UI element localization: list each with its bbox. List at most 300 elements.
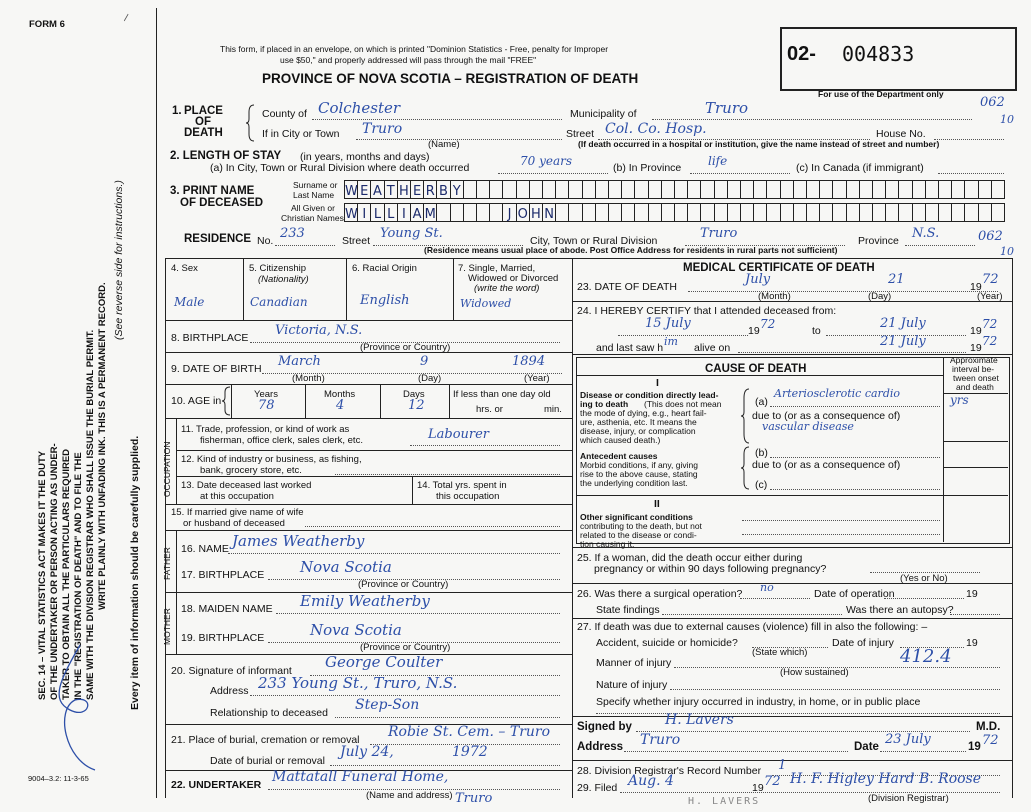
surname-cell-box[interactable] [964,180,978,199]
s2-label: 2. LENGTH OF STAY [170,150,282,162]
given-name-cell-box[interactable] [793,203,807,222]
age-months[interactable]: 4 [336,398,345,413]
s28-label: 28. Division Registrar's Record Number [577,765,762,777]
surname-cell-box[interactable] [529,180,543,199]
given-name-cell-box[interactable] [661,203,675,222]
attended-from-year-prefix: 19 [748,325,760,337]
department-code-1: 062 [980,95,1005,110]
surname-cell-box[interactable] [714,180,728,199]
residence-province-label: Province [858,235,899,247]
father-side-label: FATHER [162,547,172,580]
signature-address[interactable]: Truro [640,732,681,748]
marital-label-b: Widowed or Divorced [468,273,559,284]
surname-cell-box[interactable] [357,180,371,199]
city-value[interactable]: Truro [362,121,403,137]
s26-value[interactable]: no [760,581,774,594]
surname-cell-box[interactable] [661,180,675,199]
given-name-cell-box[interactable] [648,203,662,222]
burial-date[interactable]: July 24, [340,744,394,760]
s29-year[interactable]: 72 [764,774,781,789]
surname-cell-box[interactable] [753,180,767,199]
form-code: 9004–3.2: 11-3-65 [28,774,89,783]
margin-signature-scribble [40,640,120,780]
given-name-cell-box[interactable] [344,203,358,222]
father-birthplace-caption: (Province or Country) [358,579,449,590]
disease-label-1: Disease or condition directly lead- [580,390,719,400]
age-hrs-label: hrs. or [476,404,503,415]
s15-label-a: 15. If married give name of wife [171,507,304,518]
mother-birthplace[interactable]: Nova Scotia [310,621,402,639]
statute-line-1: SEC. 14 – VITAL STATISTICS ACT MAKES IT THE DUTY [37,450,48,700]
other-label-4: tion causing it. [580,539,635,549]
cause-of-death-title: CAUSE OF DEATH [705,363,807,375]
s26-label: 26. Was there a surgical operation? [577,588,743,600]
surname-cell-box[interactable] [555,180,569,199]
statute-line-3: TAKER TO OBTAIN ALL THE PARTICULARS REQUIRED [61,448,72,700]
given-name-cell-box[interactable] [687,203,701,222]
surname-cell-box[interactable] [832,180,846,199]
surname-cell-box[interactable] [608,180,622,199]
signed-by-label: Signed by [577,721,632,733]
city-name-caption: (Name) [428,139,460,150]
burial-place-label: 21. Place of burial, cremation or removal [171,734,360,746]
dob-month[interactable]: March [278,354,321,369]
surname-cell-box[interactable] [951,180,965,199]
registration-number: 004833 [842,42,915,66]
surname-cell-box[interactable] [700,180,714,199]
house-no-label: House No. [876,128,926,140]
surname-cell-box[interactable] [397,180,411,199]
given-name-cell-box[interactable] [582,203,596,222]
dob-month-caption: (Month) [292,373,325,384]
surname-cell-letter: T [386,184,395,199]
surname-cell-box[interactable] [450,180,464,199]
given-name-cell-box[interactable] [727,203,741,222]
surname-cell-letter: B [439,184,448,199]
statute-line-5: SAME WITH THE DIVISION REGISTRAR WHO SHALL ISSUE THE BURIAL PERMIT. [85,329,96,700]
mother-side-label: MOTHER [162,608,172,645]
municipality-value[interactable]: Truro [705,99,749,117]
given-name-cell-box[interactable] [978,203,992,222]
corner-mark: \ [120,12,131,24]
given-name-cell-box[interactable] [951,203,965,222]
surname-cell-letter: A [373,184,382,199]
surname-cell-box[interactable] [489,180,503,199]
given-name-cell-box[interactable] [516,203,530,222]
given-name-cell-box[interactable] [766,203,780,222]
given-name-cell-box[interactable] [423,203,437,222]
department-code-3: 062 [978,229,1003,244]
part-i-label: I [656,377,659,389]
residence-province[interactable]: N.S. [912,226,940,241]
reverse-side-note: (See reverse side for instructions.) [113,180,125,340]
surname-cell-box[interactable] [912,180,926,199]
surname-cell-box[interactable] [925,180,939,199]
given-name-cell-box[interactable] [450,203,464,222]
given-caption-b: Christian Names [281,213,344,223]
cause-a-label: (a) [755,396,768,408]
given-name-cell-letter: L [373,207,382,222]
death-year-prefix: 19 [970,281,982,293]
undertaker-label: 22. UNDERTAKER [171,779,262,791]
given-name-cell-box[interactable] [489,203,503,222]
medical-certificate-title: MEDICAL CERTIFICATE OF DEATH [683,262,875,274]
s27-state-which: (State which) [752,647,808,658]
age-min-label: min. [544,404,562,415]
surname-cell-box[interactable] [476,180,490,199]
father-birthplace[interactable]: Nova Scotia [300,558,392,576]
surname-cell-box[interactable] [621,180,635,199]
cause-c-label: (c) [755,479,768,491]
surname-cell-box[interactable] [436,180,450,199]
father-name[interactable]: James Weatherby [232,532,365,550]
attended-to[interactable]: 21 July [880,316,926,331]
given-name-cell-box[interactable] [780,203,794,222]
surname-cell-box[interactable] [463,180,477,199]
surname-cell-box[interactable] [727,180,741,199]
disease-label-2: ing to death [580,399,629,409]
md-label: M.D. [976,721,1001,733]
surname-cell-box[interactable] [674,180,688,199]
given-name-cell-letter: I [362,207,367,222]
s2c-label: (c) In Canada (if immigrant) [796,162,924,174]
relationship-value[interactable]: Step-Son [355,697,420,713]
given-name-cell-box[interactable] [859,203,873,222]
surname-cell-box[interactable] [846,180,860,199]
death-year[interactable]: 72 [982,272,999,287]
surname-cell-box[interactable] [634,180,648,199]
s12-label-b: bank, grocery store, etc. [200,465,302,476]
s25-label-b: pregnancy or within 90 days following pregnancy? [594,563,827,575]
surname-cell-box[interactable] [423,180,437,199]
given-name-cell-box[interactable] [898,203,912,222]
part-ii-label: II [654,498,660,510]
s29-registrar-signature[interactable]: H. F. Higley Hard B. Roose [790,771,982,787]
birthplace-label: 8. BIRTHPLACE [171,332,249,344]
residence-street[interactable]: Young St. [380,226,443,241]
birthplace-value[interactable]: Victoria, N.S. [275,323,363,338]
s27-code[interactable]: 412.4 [900,646,952,667]
undertaker-value[interactable]: Mattatall Funeral Home, [272,769,449,785]
given-name-cell-box[interactable] [634,203,648,222]
citizenship-value[interactable]: Canadian [250,295,308,309]
attended-to-year[interactable]: 72 [982,317,998,331]
s2a-value[interactable]: 70 years [520,154,573,168]
s14-label-b: this occupation [436,491,500,502]
age-days[interactable]: 12 [408,398,425,413]
surname-cell-box[interactable] [793,180,807,199]
disease-label-6: disease, injury, or complication [580,426,696,436]
street-value[interactable]: Col. Co. Hosp. [605,121,707,137]
surname-cell-box[interactable] [516,180,530,199]
given-name-cell-box[interactable] [714,203,728,222]
given-name-cell-box[interactable] [384,203,398,222]
dob-day[interactable]: 9 [420,354,429,369]
given-name-cell-letter: L [387,207,395,222]
death-year-caption: (Year) [977,291,1003,302]
marital-value[interactable]: Widowed [460,297,512,310]
residence-no[interactable]: 233 [280,226,305,241]
citizenship-sub: (Nationality) [258,274,309,285]
given-name-cell-box[interactable] [436,203,450,222]
surname-cell-box[interactable] [859,180,873,199]
given-name-cell-box[interactable] [806,203,820,222]
department-code-2: 10 [1000,113,1014,126]
interval-caption-d: and death [956,382,994,392]
given-name-cell-box[interactable] [529,203,543,222]
s27-label: 27. If death was due to external causes (violence) fill in also the following: – [577,621,928,633]
mail-notice-line2: use $50," and properly addressed will pass through the mail "FREE" [280,55,537,65]
signature-date[interactable]: 23 July [885,732,931,747]
s27-nature-label: Nature of injury [596,679,668,691]
dob-year-caption: (Year) [524,373,550,384]
age-label: 10. AGE in [171,395,222,407]
given-name-cell-box[interactable] [832,203,846,222]
form-number: FORM 6 [29,19,65,30]
age-less-than-day-label: If less than one day old [453,389,551,400]
s26-date-label: Date of operation [814,588,895,600]
father-name-label: 16. NAME [181,543,229,555]
surname-caption-a: Surname or [293,180,338,190]
given-name-cell-box[interactable] [700,203,714,222]
alive-on[interactable]: 21 July [880,334,926,349]
undertaker-value-2[interactable]: Truro [455,791,493,806]
surname-cell-letter: E [360,184,369,199]
s27-year-prefix: 19 [966,637,978,649]
signed-by[interactable]: H. Lavers [665,712,734,728]
department-use-label: For use of the Department only [818,89,944,99]
signature-year[interactable]: 72 [982,733,999,748]
given-name-cell-box[interactable] [357,203,371,222]
surname-cell-box[interactable] [344,180,358,199]
interval-caption-c: tween onset [953,373,999,383]
given-name-cell-box[interactable] [885,203,899,222]
s2a-label: (a) In City, Town or Rural Division where death occurred [210,162,470,174]
attended-to-year-prefix: 19 [970,325,982,337]
given-name-cell-box[interactable] [397,203,411,222]
attended-from[interactable]: 15 July [645,316,691,331]
given-name-cell-box[interactable] [568,203,582,222]
carefully-supplied-note: Every item of information should be carefully supplied. [129,435,141,710]
residence-city-label: City, Town or Rural Division [530,235,658,247]
s2-sub-label: (in years, months and days) [300,151,430,163]
s29-date[interactable]: Aug. 4 [628,773,674,789]
given-name-cell-letter: N [544,207,554,222]
residence-note: (Residence means usual place of abode. Post Office Address for residents in rural parts not sufficient) [424,245,838,255]
disease-label-5: ure, asthenia, etc. It means the [580,417,697,427]
antecedent-label-4: the underlying condition last. [580,478,688,488]
given-name-cell-letter: A [412,207,422,222]
given-name-cell-letter: O [517,207,528,222]
statute-line-4: IN THE "REGISTRATION OF DEATH" AND TO FILE THE [73,452,84,700]
s27-how-caption: (How sustained) [780,667,849,678]
s1-label-death: DEATH [184,127,223,139]
surname-cell-box[interactable] [687,180,701,199]
surname-cell-box[interactable] [872,180,886,199]
given-name-cell-box[interactable] [846,203,860,222]
statute-line-2: OF THE UNDERTAKER OR PERSON ACTING AS UNDER- [49,443,60,700]
s13-label-b: at this occupation [200,491,274,502]
signature-address-label: Address [577,741,624,753]
surname-cell-box[interactable] [938,180,952,199]
s29-year-prefix: 19 [752,782,764,794]
given-name-cell-box[interactable] [912,203,926,222]
hospital-note: (If death occurred in a hospital or institution, give the name instead of street and number) [578,139,940,149]
residence-city[interactable]: Truro [700,226,738,241]
surname-cell-box[interactable] [978,180,992,199]
s27-accident-label: Accident, suicide or homicide? [596,637,738,649]
s12-label-a: 12. Kind of industry or business, as fishing, [181,454,362,465]
antecedent-label-1: Antecedent causes [580,451,658,461]
surname-caption-b: Last Name [293,190,335,200]
age-months-label: Months [324,389,356,400]
given-name-cell-box[interactable] [964,203,978,222]
s26-state-label: State findings [596,604,660,616]
s26-autopsy-label: Was there an autopsy? [846,604,954,616]
interval-caption-b: interval be- [952,364,995,374]
s26-year-prefix: 19 [966,588,978,600]
burial-date-label: Date of burial or removal [210,755,325,767]
street-label: Street [566,128,595,140]
given-name-cell-box[interactable] [595,203,609,222]
last-saw-pronoun[interactable]: im [664,335,678,348]
racial-origin-value[interactable]: English [360,293,410,308]
s3-label-a: 3. PRINT NAME [170,185,255,197]
s25-label-a: 25. If a woman, did the death occur either during [577,552,803,564]
sex-value[interactable]: Male [174,295,205,309]
cause-b-label: (b) [755,447,768,459]
surname-cell-letter: E [412,184,422,199]
surname-cell-box[interactable] [595,180,609,199]
department-code-4: 10 [1000,245,1014,258]
s29-registrar-caption: (Division Registrar) [868,793,949,804]
s27-manner-label: Manner of injury [596,657,672,669]
s2b-value[interactable]: life [708,154,728,168]
informant-address[interactable]: 233 Young St., Truro, N.S. [258,674,458,692]
surname-cell-box[interactable] [648,180,662,199]
given-name-cell-box[interactable] [819,203,833,222]
given-caption-a: All Given or [291,203,335,213]
surname-cell-box[interactable] [806,180,820,199]
attended-from-year[interactable]: 72 [760,317,776,331]
s28-value[interactable]: 1 [778,758,787,773]
mother-maiden-label: 18. MAIDEN NAME [181,603,273,615]
interval-caption-a: Approximate [950,355,998,365]
s15-label-b: or husband of deceased [183,518,285,529]
cause-a-interval[interactable]: yrs [950,393,969,407]
surname-cell-box[interactable] [568,180,582,199]
cause-b-due-to: due to (or as a consequence of) [752,459,901,471]
given-name-cell-box[interactable] [674,203,688,222]
death-day-caption: (Day) [868,291,892,302]
city-label: If in City or Town [262,128,340,140]
racial-origin-label: 6. Racial Origin [352,263,417,274]
given-name-cell-box[interactable] [542,203,556,222]
surname-cell-letter: H [399,184,409,199]
s25-yes-no-caption: (Yes or No) [900,573,948,584]
undertaker-caption: (Name and address) [366,790,453,801]
marital-label-c: (write the word) [474,283,540,294]
birthplace-caption: (Province or Country) [360,342,451,353]
surname-cell-box[interactable] [542,180,556,199]
citizenship-label: 5. Citizenship [249,263,307,274]
given-name-cell-letter: I [401,207,406,222]
residence-no-label: No. [257,235,274,247]
surname-cell-box[interactable] [819,180,833,199]
other-label-2: contributing to the death, but not [580,521,702,531]
other-label-3: related to the disease or condi- [580,530,697,540]
burial-place[interactable]: Robie St. Cem. – Truro [388,724,551,740]
given-name-cell-box[interactable] [753,203,767,222]
given-name-cell-box[interactable] [740,203,754,222]
county-value[interactable]: Colchester [318,99,401,117]
cause-a-value-2[interactable]: vascular disease [762,420,854,433]
municipality-label: Municipality of [570,108,637,120]
cause-a-value[interactable]: Arteriosclerotic cardio [774,387,901,400]
attended-to-label: to [812,325,821,337]
mother-maiden-name[interactable]: Emily Weatherby [300,592,430,610]
age-years[interactable]: 78 [258,398,275,413]
given-name-cell-box[interactable] [476,203,490,222]
given-name-cell-box[interactable] [938,203,952,222]
death-month[interactable]: July [745,272,771,287]
given-name-cell-letter: W [345,207,358,222]
given-name-cell-box[interactable] [608,203,622,222]
given-name-cell-box[interactable] [555,203,569,222]
surname-cell-box[interactable] [991,180,1005,199]
death-month-caption: (Month) [758,291,791,302]
signature-date-label: Date [854,741,879,753]
s1-number: 1. [172,105,182,117]
s1-brace [246,104,256,142]
s11-label-b: fisherman, office clerk, sales clerk, etc. [200,435,363,446]
given-name-cell-box[interactable] [463,203,477,222]
surname-cell-box[interactable] [780,180,794,199]
surname-cell-box[interactable] [740,180,754,199]
age-days-label: Days [403,389,425,400]
surname-cell-box[interactable] [898,180,912,199]
surname-cell-box[interactable] [885,180,899,199]
s2b-label: (b) In Province [613,162,682,174]
informant-signature[interactable]: George Coulter [325,653,443,671]
surname-cell-box[interactable] [582,180,596,199]
dob-year[interactable]: 1894 [512,354,546,369]
form-title: PROVINCE OF NOVA SCOTIA – REGISTRATION OF DEATH [262,71,639,86]
s27-specify-label: Specify whether injury occurred in industry, in home, or in public place [596,696,921,708]
given-name-cell-box[interactable] [872,203,886,222]
given-name-cell-box[interactable] [925,203,939,222]
surname-cell-box[interactable] [370,180,384,199]
s11-value[interactable]: Labourer [428,427,490,442]
death-day[interactable]: 21 [888,272,905,287]
surname-cell-box[interactable] [502,180,516,199]
dob-label: 9. DATE OF BIRTH [171,363,262,375]
given-name-cell-letter: H [531,207,541,222]
given-name-cell-box[interactable] [991,203,1005,222]
given-name-cell-box[interactable] [370,203,384,222]
alive-year[interactable]: 72 [982,334,998,348]
s3-label-b: OF DECEASED [180,197,264,209]
given-name-cell-box[interactable] [621,203,635,222]
cause-a-due-to: due to (or as a consequence of) [752,410,901,422]
surname-cell-box[interactable] [384,180,398,199]
surname-cell-letter: R [425,184,435,199]
given-name-cell-box[interactable] [410,203,424,222]
burial-year[interactable]: 1972 [452,744,488,760]
given-name-cell-box[interactable] [502,203,516,222]
surname-cell-box[interactable] [766,180,780,199]
surname-cell-box[interactable] [410,180,424,199]
